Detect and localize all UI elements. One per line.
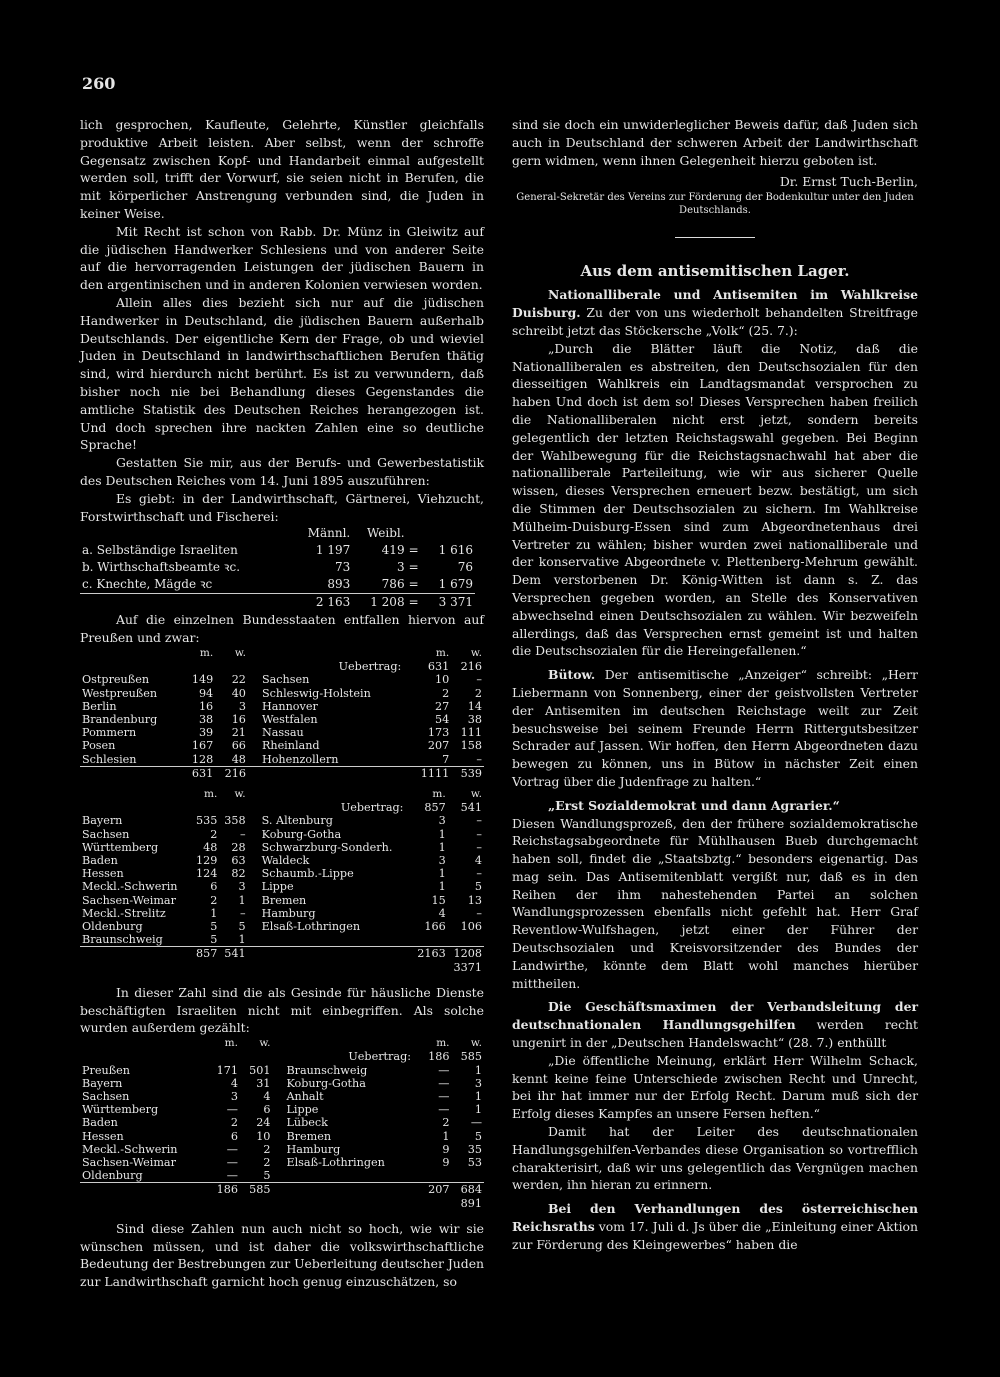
carry-label: Uebertrag: (348, 1050, 411, 1064)
value-cell: 2 (263, 1156, 271, 1170)
value-cell: 1 (238, 893, 246, 907)
carry-value: 216 (460, 660, 482, 674)
value-cell: 111 (460, 726, 482, 740)
value-cell: 358 (224, 814, 246, 828)
state-name: Koburg-Gotha (286, 1076, 366, 1090)
table-row (80, 753, 484, 767)
table-row (80, 1143, 484, 1156)
column-header: m. (224, 1037, 238, 1050)
value-cell: 66 (231, 739, 246, 753)
value-cell: 7 (442, 752, 450, 766)
value-cell: 5 (210, 933, 218, 947)
value-cell: 48 (231, 752, 246, 766)
column-header: w. (470, 1037, 482, 1050)
article-heading: Bei den Verhandlungen des österreichischen Reichsraths (512, 1201, 918, 1235)
table-row (80, 700, 484, 713)
value-cell: 54 (434, 712, 450, 726)
paragraph: sind sie doch ein unwiderleglicher Beweis dafür, daß Juden sich auch in Deutschland der schweren Arbeit der Landwirthschaft gern widmen, wenn ihnen Gelegenheit hierzu geboten ist. (512, 117, 918, 168)
state-name: Anhalt (286, 1090, 324, 1103)
value-cell: 3 (230, 1090, 238, 1103)
article-heading: Bütow. (548, 667, 596, 683)
article-text: Der antisemitische „Anzeiger“ schreibt: „Herr Liebermann von Sonnenberg, einer der geistvollsten Vertreter der Antisemiten im deutschen Reichstage weilt zur Zeit besuchsweise bei seinem Freunde Herrn Rittergutsbesitzer Schrader auf Jassen. Wir hoffen, den Herrn Abgeordneten dazu bewegen zu können, uns in Bütow in nächster Zeit einen Vortrag über die Judenfrage zu halten.“ (512, 667, 918, 789)
state-name: Württemberg (82, 840, 159, 854)
equals-sign: = (408, 560, 419, 575)
column-header: Männl. (307, 526, 351, 541)
article-text: Zu der von uns wiederholt behandelten Streitfrage schreibt jetzt das Stöckersche „Volk“ (25. 7.): (512, 305, 918, 338)
state-name: Sachsen (82, 827, 130, 841)
total-cell: 2 163 (291, 594, 352, 612)
value-cell: 893 (327, 577, 351, 592)
table-row (80, 1130, 484, 1143)
value-cell: 173 (427, 726, 450, 740)
value-cell: 10 (434, 673, 450, 687)
value-cell: 9 (442, 1142, 450, 1156)
value-cell: 35 (467, 1142, 482, 1156)
value-cell: 2 (442, 1116, 450, 1130)
column-header: m. (204, 787, 218, 800)
state-name: Westfalen (261, 712, 318, 726)
value-cell: 171 (216, 1063, 238, 1077)
value-cell: 1 197 (315, 543, 351, 558)
header-row (80, 1037, 484, 1050)
value-cell: 13 (467, 893, 482, 907)
value-cell: 38 (467, 712, 482, 726)
value-cell: 1 (474, 1090, 482, 1103)
state-name: Elsaß-Lothringen (286, 1156, 385, 1170)
grand-total-row (80, 961, 484, 974)
total-cell: 684 (451, 1183, 484, 1197)
total-cell: 1208 (448, 947, 484, 961)
value-cell: – (476, 840, 482, 854)
header-row (80, 788, 484, 801)
value-cell: 53 (467, 1156, 482, 1170)
article (512, 286, 918, 339)
servants-table (80, 1037, 484, 1210)
value-cell: — (226, 1169, 238, 1183)
state-name: Schlesien (82, 752, 137, 766)
state-name: Meckl.-Schwerin (82, 1142, 178, 1156)
total-row (80, 947, 484, 961)
total-cell: = (407, 594, 425, 612)
section-title: Aus dem antisemitischen Lager. (580, 262, 850, 281)
value-cell: 5 (474, 880, 482, 894)
state-name: Bayern (82, 814, 123, 828)
table-row (80, 739, 484, 752)
table-row (80, 687, 484, 700)
table-row (80, 542, 475, 559)
article-heading-line (512, 797, 918, 815)
value-cell: 63 (231, 853, 246, 867)
column-header: w. (470, 646, 482, 659)
state-name: Rheinland (261, 739, 320, 753)
paragraph: Gestatten Sie mir, aus der Berufs- und Gewerbestatistik des Deutschen Reiches vom 14. Juni 1895 auszuführen: (80, 455, 484, 488)
row-label: a. Selbständige Israeliten (82, 543, 238, 558)
value-cell: 1 (474, 1103, 482, 1117)
state-name: Meckl.-Strelitz (82, 906, 166, 920)
value-cell: 3 (238, 880, 246, 894)
column-header: m. (436, 1037, 450, 1050)
total-cell: 1 208 (352, 594, 406, 612)
equals-sign: = (408, 577, 419, 592)
state-name: Hamburg (261, 906, 316, 920)
carry-value: 585 (460, 1050, 482, 1064)
state-name: Bayern (82, 1076, 123, 1090)
total-cell: 539 (451, 766, 484, 780)
value-cell: 786 (381, 577, 405, 592)
total-cell: 216 (215, 766, 248, 780)
article (512, 1200, 918, 1253)
value-cell: 22 (231, 673, 246, 687)
state-name: Schleswig-Holstein (261, 686, 371, 700)
state-name: Oldenburg (82, 1169, 143, 1183)
paragraph: Es giebt: in der Landwirthschaft, Gärtnerei, Viehzucht, Forstwirthschaft und Fischerei: (80, 490, 484, 524)
state-name: Ostpreußen (82, 673, 150, 687)
total-cell: 3 371 (425, 594, 475, 612)
table-row (80, 814, 484, 827)
total-cell: 207 (419, 1183, 451, 1197)
value-cell: – (240, 827, 246, 841)
value-cell: 4 (230, 1076, 238, 1090)
value-cell: 2 (442, 686, 450, 700)
sum-cell: 76 (457, 560, 473, 575)
table-row (80, 854, 484, 867)
value-cell: 27 (434, 699, 450, 713)
state-name: Lippe (261, 880, 294, 894)
value-cell: 5 (238, 919, 246, 933)
carry-value: 186 (428, 1050, 450, 1064)
value-cell: 3 (438, 853, 446, 867)
table-row (80, 673, 484, 686)
state-name: Pommern (82, 726, 137, 740)
value-cell: 129 (195, 853, 218, 867)
value-cell: 6 (210, 880, 218, 894)
value-cell: – (476, 814, 482, 828)
column-header: m. (435, 646, 450, 659)
sum-cell: 1 679 (438, 577, 473, 592)
value-cell: — (226, 1156, 238, 1170)
state-name: Schwarzburg-Sonderh. (261, 840, 393, 854)
column-header: w. (259, 1037, 271, 1050)
occupation-table (80, 525, 475, 611)
header-row (80, 647, 484, 660)
state-name: Berlin (82, 699, 117, 713)
value-cell: 1 (438, 880, 446, 894)
value-cell: 1 (438, 867, 446, 881)
paragraph: Allein alles dies bezieht sich nur auf die jüdischen Handwerker in Deutschland, die jüdischen Bauern außerhalb Deutschlands. Der eigentliche Kern der Frage, ob und wieviel Juden in Deutschland in landwirthschaftlichen Berufen thätig sind, wird hierdurch nicht berührt. Es ist zu verwundern, daß bisher noch nie bei Behandlung dieses Gegenstandes die amtliche Statistik des Deutschen Reiches herangezogen ist. Und doch sprechen ihre nackten Zahlen eine so deutliche Sprache! (80, 294, 484, 453)
state-name: Nassau (261, 726, 304, 740)
value-cell: 16 (231, 712, 246, 726)
article (512, 666, 918, 791)
state-name: Lippe (286, 1103, 319, 1117)
value-cell: – (476, 867, 482, 881)
state-name: S. Altenburg (261, 814, 333, 828)
state-name: Hessen (82, 1129, 124, 1143)
state-name: Bremen (286, 1129, 332, 1143)
carry-label: Uebertrag: (338, 660, 402, 674)
value-cell: 3 (396, 560, 405, 575)
value-cell: 16 (198, 699, 214, 713)
value-cell: 5 (210, 919, 218, 933)
state-name: Hannover (261, 699, 318, 713)
value-cell: 106 (460, 919, 482, 933)
state-name: Bremen (261, 893, 307, 907)
paragraph: Auf die einzelnen Bundesstaaten entfallen hiervon auf Preußen und zwar: (80, 612, 484, 646)
state-name: Sachsen-Weimar (82, 893, 176, 907)
state-name: Preußen (82, 1063, 131, 1077)
value-cell: 2 (210, 893, 218, 907)
total-cell: 2163 (411, 947, 447, 961)
page-number: 260 (82, 74, 116, 93)
table-row (80, 559, 475, 576)
value-cell: 5 (474, 1129, 482, 1143)
equals-sign: = (408, 543, 419, 558)
state-name: Lübeck (286, 1116, 328, 1130)
value-cell: 1 (238, 933, 246, 947)
prussia-table (80, 647, 484, 780)
quote: „Durch die Blätter läuft die Notiz, daß die Nationalliberalen es abstreiten, den Deutschsozialen für den diesseitigen Wahlkreis ein Landtagsmandat versprochen zu haben Und doch ist dem so! Dieses Versprechen haben freilich die Nationalliberalen nicht erst jetzt, sondern bereits gelegentlich der letzten Reichstagswahl gegeben. Bei Beginn der Wahlbewegung für die Reichstagsnachwahl hat aber die nationalliberale Parteileitung, wie wir aus sicherer Quelle wissen, dieses Versprechen erneuert bezw. bestätigt, um sich die Stimmen der Deutschsozialen zu sichern. Im Wahlkreise Mülheim-Duisburg-Essen sind zum Abgeordnetenhaus drei Vertreter zu wählen; bisher wurden zwei nationalliberale und der konservative Abgeordnete v. Plettenberg-Mehrum gewählt. Dem verstorbenen Dr. König-Witten ist dann s. Z. das Versprechen gegeben worden, an Stelle des Konservativen abwechselnd einen Deutschsozialen zu wählen. Wir bezweifeln allerdings, daß das Versprechen ernst gemeint ist und halten die Deutschsozialen für die Hereingefallenen.“ (512, 340, 918, 659)
signature-subtitle: General-Sekretär des Vereins zur Förderung der Bodenkultur unter den Juden Deutschlands. (516, 192, 914, 217)
state-name: Hessen (82, 867, 124, 881)
value-cell: 48 (203, 840, 218, 854)
state-name: Koburg-Gotha (261, 827, 342, 841)
value-cell: 4 (474, 853, 482, 867)
article-heading: „Erst Sozialdemokrat und dann Agrarier.“ (548, 797, 840, 813)
value-cell: 94 (198, 686, 214, 700)
table-row (80, 933, 484, 947)
state-name: Sachsen (261, 673, 310, 687)
table-row (80, 894, 484, 907)
table-row (80, 713, 484, 726)
total-row (80, 1183, 484, 1197)
table-row (80, 576, 475, 594)
value-cell: 149 (191, 673, 214, 687)
value-cell: — (470, 1116, 482, 1130)
value-cell: 128 (191, 752, 214, 766)
total-cell: 857 (191, 947, 219, 961)
state-name: Waldeck (261, 853, 310, 867)
state-name: Sachsen-Weimar (82, 1156, 176, 1170)
paragraph: Damit hat der Leiter des deutschnationalen Handlungsgehilfen-Verbandes diese Organisation so vortrefflich charakterisirt, daß wir uns gelegentlich das Vergnügen machen werden, ihn hieran zu erinnern. (512, 1124, 918, 1193)
value-cell: 4 (263, 1090, 271, 1103)
value-cell: 124 (195, 867, 218, 881)
divider (675, 237, 755, 238)
table-row (80, 1103, 484, 1116)
table-row (80, 920, 484, 933)
table-row (80, 1064, 484, 1077)
paragraph: In dieser Zahl sind die als Gesinde für häusliche Dienste beschäftigten Israeliten nicht mit einbegriffen. Als solche wurden außerdem gezählt: (80, 984, 484, 1036)
table-row (80, 726, 484, 739)
article (512, 998, 918, 1051)
value-cell: 28 (231, 840, 246, 854)
value-cell: 82 (231, 867, 246, 881)
value-cell: 15 (431, 893, 446, 907)
value-cell: 9 (442, 1156, 450, 1170)
article-text: Diesen Wandlungsprozeß, den der frühere sozialdemokratische Reichstagsabgeordnete für Mühlhausen Bueb durchgemacht haben soll, findet die „Staatsbztg.“ besonders eigenartig. Das mag sein. Das Antisemitenblatt vergißt nur, daß es in den Reihen der ihm nahestehenden Partei an solchen Wandlungsprozessen ebenfalls nicht gefehlt hat. Herr Graf Reventlow-Wulfshagen, jetzt einer der Führer der Deutschsozialen und Kreisvorsitzender des Bundes der Landwirthe, könnte dem Blatt wohl manches hierüber mittheilen. (512, 815, 918, 991)
paragraph: Mit Recht ist schon von Rabb. Dr. Münz in Gleiwitz auf die jüdischen Handwerker Schlesiens und von anderer Seite auf die hervorragenden Leistungen der jüdischen Bauern in den argentinischen und in anderen Kolonien verwiesen worden. (80, 223, 484, 293)
grand-total: 891 (460, 1196, 482, 1210)
paragraph: Sind diese Zahlen nun auch nicht so hoch, wie wir sie wünschen müssen, und ist daher die volkswirthschaftliche Bedeutung der Bestrebungen zur Ueberleitung deutscher Juden zur Landwirthschaft garnicht hoch genug einzuschätzen, so (80, 1220, 485, 1290)
value-cell: — (438, 1076, 450, 1090)
value-cell: 31 (256, 1076, 271, 1090)
value-cell: 3 (438, 814, 446, 828)
table-row (80, 867, 484, 880)
value-cell: — (226, 1142, 238, 1156)
table-row (80, 1116, 484, 1129)
carry-row (80, 660, 484, 673)
value-cell: 2 (210, 827, 218, 841)
states-table (80, 788, 484, 974)
value-cell: 73 (334, 560, 351, 575)
carry-value: 631 (427, 660, 450, 674)
value-cell: – (476, 827, 482, 841)
value-cell: 1 (438, 840, 446, 854)
table-row (80, 841, 484, 854)
right-column (512, 116, 918, 1254)
value-cell: 207 (427, 739, 450, 753)
value-cell: — (438, 1090, 450, 1103)
value-cell: 2 (230, 1116, 238, 1130)
value-cell: – (240, 906, 246, 920)
left-column (80, 116, 484, 1291)
total-row (80, 766, 484, 780)
state-name: Brandenburg (82, 712, 158, 726)
carry-value: 541 (460, 801, 482, 815)
value-cell: 1 (210, 906, 218, 920)
state-name: Baden (82, 853, 118, 867)
value-cell: 1 (438, 827, 446, 841)
state-name: Baden (82, 1116, 118, 1130)
column-header: m. (432, 787, 446, 800)
value-cell: 1 (474, 1063, 482, 1077)
state-name: Meckl.-Schwerin (82, 880, 178, 894)
value-cell: 10 (256, 1129, 271, 1143)
table-row (80, 1169, 484, 1183)
value-cell: 38 (198, 712, 214, 726)
column-header: m. (199, 646, 214, 659)
state-name: Hamburg (286, 1142, 341, 1156)
state-name: Hohenzollern (261, 752, 339, 766)
value-cell: 166 (424, 919, 446, 933)
total-cell: 631 (182, 766, 215, 780)
table-row (80, 1090, 484, 1103)
sum-cell: 1 616 (438, 543, 473, 558)
total-cell: 1111 (409, 766, 451, 780)
row-label: c. Knechte, Mägde ꝛc (82, 577, 213, 592)
value-cell: 4 (438, 906, 446, 920)
state-name: Posen (82, 739, 116, 753)
paragraph: lich gesprochen, Kaufleute, Gelehrte, Künstler gleichfalls produktive Arbeit leisten. Aber selbst, wenn der schroffe Gegensatz zwischen Kopf- und Handarbeit einmal aufgestellt werden soll, trifft der Vorwurf, sie seien nicht in Berufen, die mit körperlicher Anstrengung verbunden sind, die Juden in keiner Weise. (80, 117, 484, 221)
article-heading: Die Geschäftsmaximen der Verbandsleitung der deutschnationalen Handlungsgehilfen (512, 999, 918, 1033)
state-name: Braunschweig (82, 933, 163, 947)
table-row (80, 907, 484, 920)
value-cell: 21 (231, 726, 246, 740)
total-cell: 585 (240, 1183, 272, 1197)
value-cell: 14 (467, 699, 482, 713)
state-name: Braunschweig (286, 1063, 368, 1077)
value-cell: — (438, 1103, 450, 1117)
article-text: vom 17. Juli d. Js über die „Einleitung einer Aktion zur Förderung des Kleingewerbes“ haben die (512, 1219, 918, 1252)
column-header: w. (234, 646, 246, 659)
value-cell: – (476, 752, 482, 766)
carry-row (80, 801, 484, 814)
total-cell: 541 (219, 947, 247, 961)
article-heading: Nationalliberale und Antisemiten im Wahlkreise Duisburg. (512, 287, 918, 321)
grand-total: 3371 (453, 960, 482, 974)
value-cell: 158 (460, 739, 482, 753)
total-cell: 186 (207, 1183, 239, 1197)
quote: „Die öffentliche Meinung, erklärt Herr Wilhelm Schack, kennt keine feine Unterschiede zwischen Recht und Unrecht, bei ihr hat immer nur der Erfolg Recht. Darum muß sich der Erfolg dieses Kampfes an unsere Fersen heften.“ (512, 1052, 918, 1122)
state-name: Westpreußen (82, 686, 158, 700)
column-header: w. (470, 787, 482, 800)
table-row (80, 1156, 484, 1169)
value-cell: 167 (191, 739, 214, 753)
carry-value: 857 (424, 801, 446, 815)
value-cell: 6 (263, 1103, 271, 1117)
value-cell: — (438, 1063, 450, 1077)
table-row (80, 880, 484, 893)
state-name: Schaumb.-Lippe (261, 867, 354, 881)
value-cell: 2 (263, 1142, 271, 1156)
column-header: Weibl. (366, 526, 405, 541)
state-name: Württemberg (82, 1103, 159, 1117)
value-cell: 535 (195, 814, 218, 828)
table-row (80, 1077, 484, 1090)
value-cell: — (226, 1103, 238, 1117)
state-name: Oldenburg (82, 919, 143, 933)
grand-total-row (80, 1197, 484, 1210)
state-name: Elsaß-Lothringen (261, 919, 361, 933)
value-cell: 5 (263, 1169, 271, 1183)
value-cell: 501 (249, 1063, 271, 1077)
value-cell: 3 (238, 699, 246, 713)
column-header: w. (234, 787, 246, 800)
state-name: Sachsen (82, 1090, 130, 1103)
carry-label: Uebertrag: (340, 801, 404, 815)
value-cell: 419 (381, 543, 405, 558)
article-text: werden recht ungenirt in der „Deutschen Handelswacht“ (28. 7.) enthüllt (512, 1017, 919, 1051)
value-cell: 1 (442, 1129, 450, 1143)
value-cell: – (476, 673, 482, 687)
carry-row (80, 1050, 484, 1063)
value-cell: 39 (198, 726, 214, 740)
signature: Dr. Ernst Tuch-Berlin, (779, 174, 918, 190)
value-cell: 3 (474, 1076, 482, 1090)
row-label: b. Wirthschaftsbeamte ꝛc. (82, 560, 241, 575)
value-cell: – (476, 906, 482, 920)
value-cell: 6 (230, 1129, 238, 1143)
table-row (80, 828, 484, 841)
value-cell: 24 (256, 1116, 271, 1130)
value-cell: 2 (474, 686, 482, 700)
value-cell: 40 (231, 686, 246, 700)
